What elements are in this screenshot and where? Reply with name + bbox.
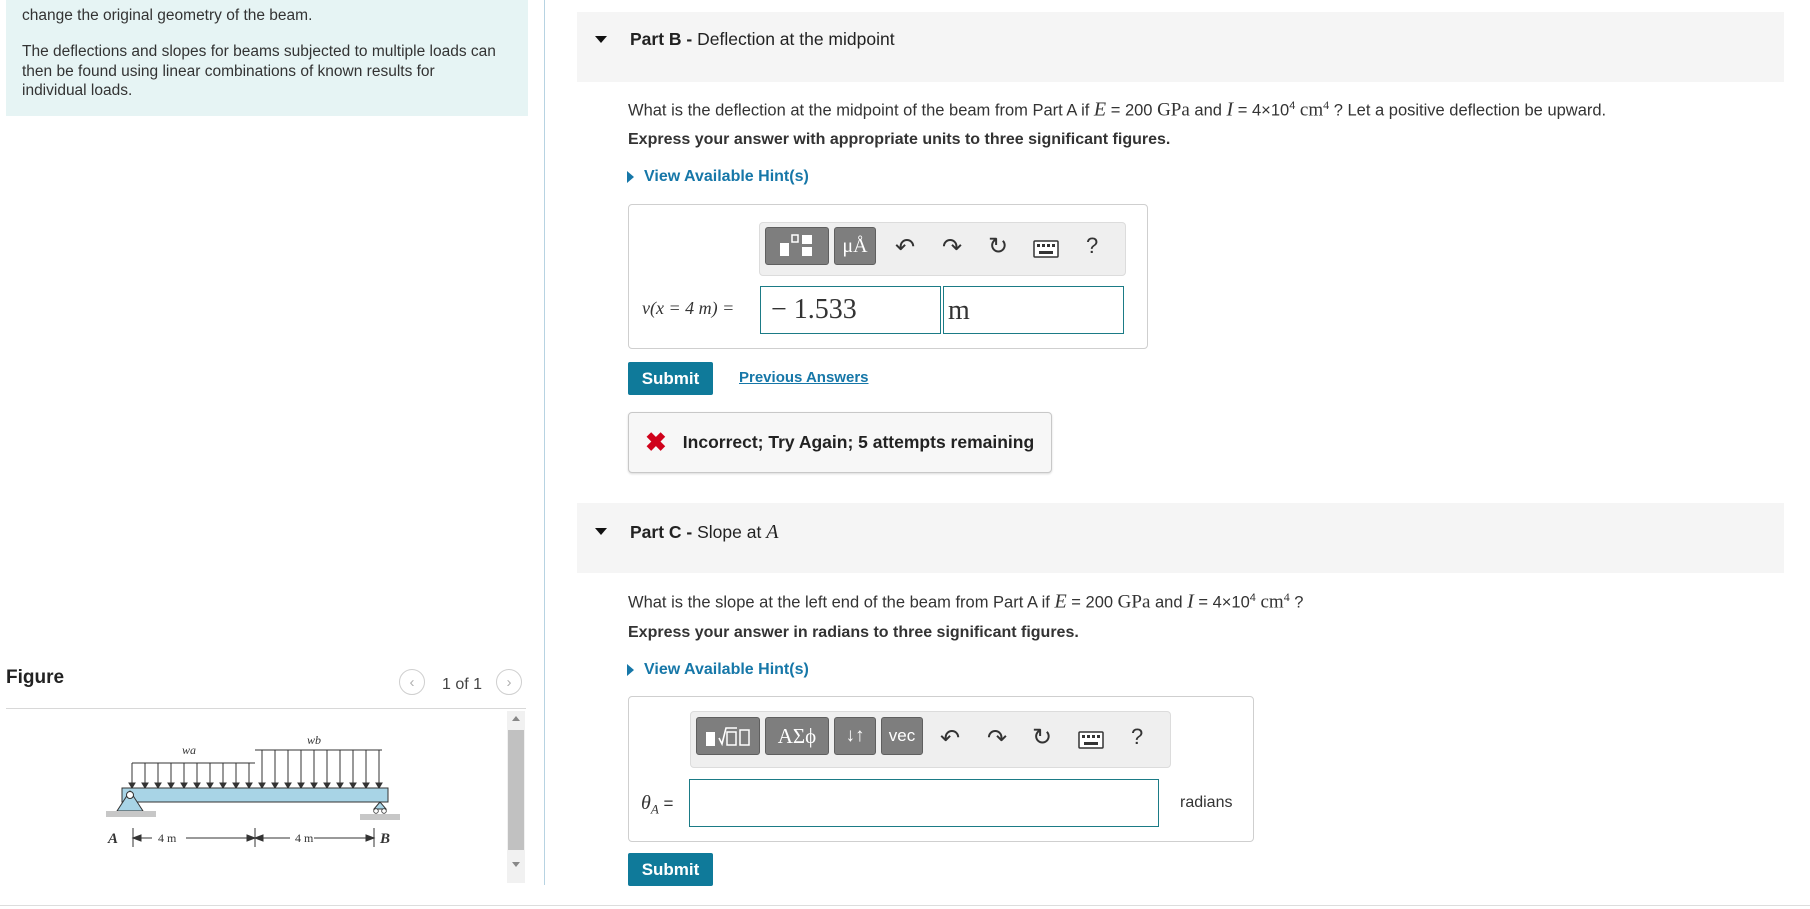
part-b-title	[630, 29, 895, 50]
equals-sign: =	[663, 794, 674, 813]
part-c-label: Part C -	[630, 522, 693, 542]
triangle-right-icon	[627, 171, 634, 183]
scroll-down-icon[interactable]	[512, 862, 520, 867]
chevron-left-icon: ‹	[409, 673, 415, 691]
inertia-symbol: I	[1226, 98, 1234, 121]
part-c-toolbar	[690, 711, 1171, 768]
inertia-unit-exponent: 4	[1283, 590, 1290, 604]
part-b-toolbar	[759, 222, 1126, 276]
modulus-value: = 200	[1066, 593, 1114, 612]
modulus-unit: GPa	[1117, 591, 1151, 613]
point-a-label: A	[108, 831, 119, 847]
part-c-instruction: Express your answer in radians to three significant figures.	[628, 624, 1079, 641]
span2-label: 4 m	[295, 831, 314, 845]
span1-label: 4 m	[158, 831, 177, 845]
greek-symbols-button[interactable]: ΑΣϕ	[765, 717, 829, 755]
intro-text: The deflections and slopes for beams subjected to multiple loads can then be found using linear combinations of known results for individual loads.	[22, 43, 496, 99]
roller-support-b	[360, 802, 400, 820]
modulus-value: = 200	[1106, 101, 1153, 120]
point-b-label: B	[380, 831, 391, 847]
caret-down-icon[interactable]	[595, 528, 607, 535]
vector-button[interactable]: vec	[881, 717, 923, 755]
feedback-text: Incorrect; Try Again; 5 attempts remaining	[682, 432, 1035, 452]
help-button[interactable]: ?	[1086, 233, 1099, 258]
beam-diagram	[100, 725, 420, 860]
templates-button[interactable]	[696, 717, 760, 755]
question-text: What is the slope at the left end of the beam from Part A if	[628, 593, 1050, 612]
part-b-value-input[interactable]: − 1.533	[760, 286, 941, 334]
part-b-label: Part B -	[630, 29, 693, 49]
part-c-title	[630, 521, 778, 544]
distributed-load-a	[129, 763, 255, 788]
theta-symbol: θ	[641, 792, 651, 814]
beam	[122, 788, 388, 802]
part-c-variable-label	[641, 792, 673, 817]
bottom-divider	[0, 905, 1810, 906]
templates-icon	[775, 232, 819, 260]
column-divider	[544, 0, 545, 885]
load-b-label: wb	[307, 733, 322, 747]
distributed-load-b	[255, 750, 382, 788]
part-c-title-symbol: A	[766, 521, 779, 543]
arrows-button[interactable]: ↓↑	[834, 717, 876, 755]
redo-icon[interactable]: ↷	[942, 234, 963, 261]
keyboard-icon[interactable]	[1078, 731, 1104, 749]
inertia-value: = 4×10	[1193, 593, 1250, 612]
modulus-unit: GPa	[1157, 99, 1190, 121]
part-b-instruction: Express your answer with appropriate units to three significant figures.	[628, 131, 1171, 148]
triangle-right-icon	[627, 664, 634, 676]
figure-pager: 1 of 1	[442, 676, 483, 693]
help-button[interactable]: ?	[1131, 724, 1144, 749]
templates-icon	[703, 722, 753, 750]
undo-icon[interactable]: ↶	[940, 725, 961, 752]
part-b-unit-input[interactable]: m	[943, 286, 1124, 334]
question-suffix: ? Let a positive deflection be upward.	[1333, 101, 1607, 120]
part-c-hint-link[interactable]	[627, 661, 809, 679]
question-suffix: ?	[1294, 593, 1304, 612]
part-b-variable-label: v(x = 4 m) =	[642, 298, 735, 318]
x-icon: ✖	[645, 427, 667, 457]
redo-icon[interactable]: ↷	[987, 725, 1008, 752]
hint-label: View Available Hint(s)	[644, 661, 809, 678]
hint-label: View Available Hint(s)	[644, 168, 809, 185]
part-b-question	[628, 98, 1606, 122]
scroll-up-icon[interactable]	[512, 716, 520, 721]
part-b-feedback	[628, 412, 1052, 473]
part-c-answer-input[interactable]	[689, 779, 1159, 827]
part-b-submit-button[interactable]: Submit	[628, 362, 713, 395]
part-c-unit-label: radians	[1180, 794, 1233, 811]
inertia-exponent: 4	[1289, 100, 1296, 112]
caret-down-icon[interactable]	[595, 36, 607, 43]
part-c-submit-button[interactable]: Submit	[628, 853, 713, 886]
and-text: and	[1154, 593, 1183, 612]
chevron-right-icon: ›	[506, 673, 512, 691]
part-c-question	[628, 590, 1303, 614]
inertia-unit: cm	[1299, 99, 1324, 121]
modulus-symbol: E	[1054, 590, 1067, 613]
reset-icon[interactable]: ↻	[988, 233, 1009, 260]
question-text: What is the deflection at the midpoint of the beam from Part A if	[628, 101, 1090, 120]
keyboard-icon[interactable]	[1033, 240, 1059, 258]
theta-subscript: A	[650, 801, 659, 817]
figure-next-button[interactable]	[496, 669, 522, 695]
figure-title: Figure	[6, 667, 65, 688]
inertia-unit: cm	[1260, 591, 1284, 613]
modulus-symbol: E	[1093, 98, 1107, 121]
previous-answers-link[interactable]: Previous Answers	[739, 369, 869, 386]
inertia-unit-exponent: 4	[1323, 98, 1330, 112]
part-b-title-text: Deflection at the midpoint	[697, 29, 895, 49]
part-c-title-text: Slope at	[697, 522, 762, 542]
and-text: and	[1194, 101, 1222, 120]
reset-icon[interactable]: ↻	[1032, 724, 1053, 751]
part-b-hint-link[interactable]	[627, 168, 809, 186]
units-button[interactable]: μÅ	[834, 227, 876, 265]
figure-scrollbar-thumb[interactable]	[508, 730, 524, 850]
figure-divider	[6, 708, 526, 709]
templates-button[interactable]	[765, 227, 829, 265]
inertia-symbol: I	[1187, 590, 1194, 613]
figure-prev-button[interactable]	[399, 669, 425, 695]
undo-icon[interactable]: ↶	[895, 234, 916, 261]
inertia-exponent: 4	[1249, 592, 1256, 604]
load-a-label: wa	[182, 743, 197, 757]
intro-text-partial: change the original geometry of the beam.	[22, 7, 313, 24]
inertia-value: = 4×10	[1233, 101, 1290, 120]
